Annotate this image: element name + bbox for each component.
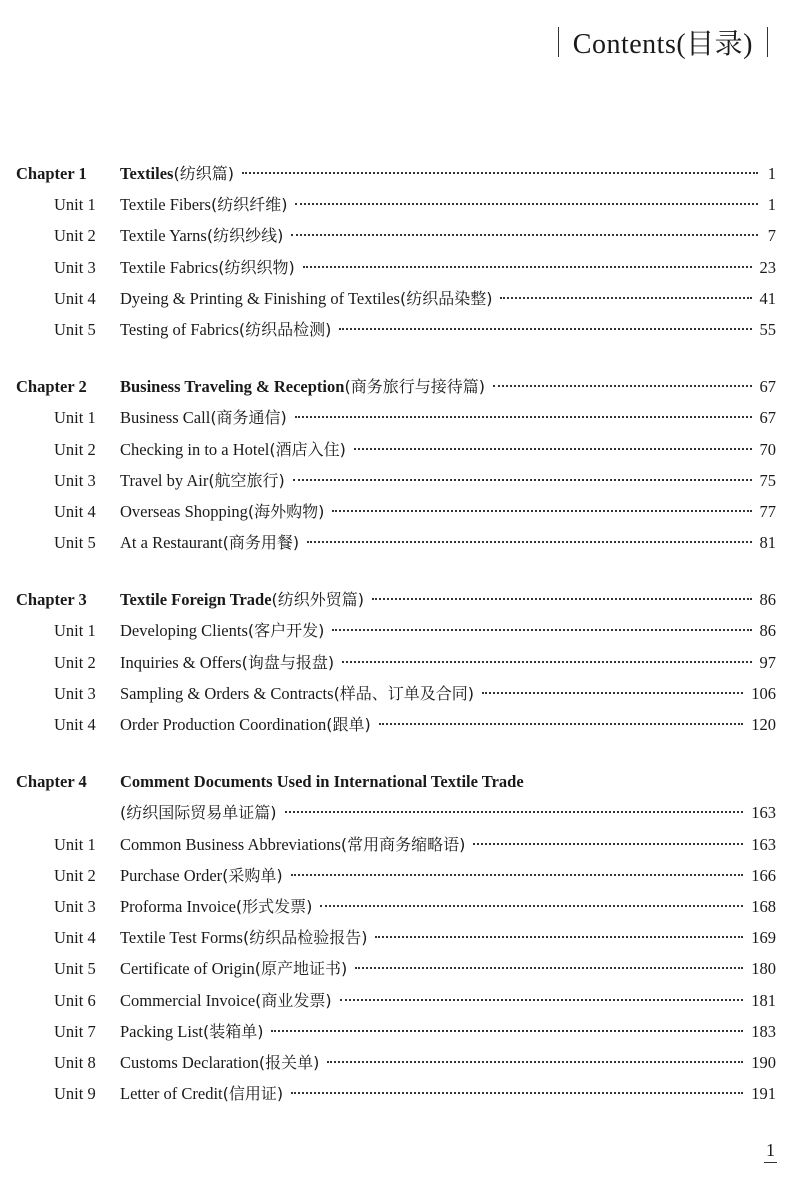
- unit-label: Unit 4: [54, 715, 96, 734]
- unit-label: Unit 3: [54, 896, 96, 916]
- page-number: 190: [751, 1052, 776, 1072]
- dot-leader: [379, 723, 744, 725]
- toc-unit-row[interactable]: [0, 283, 800, 314]
- dot-leader: [372, 598, 751, 600]
- dot-leader: [355, 967, 743, 969]
- unit-label: Unit 8: [54, 1052, 96, 1072]
- toc-unit-row[interactable]: [0, 1078, 800, 1109]
- toc-unit-row[interactable]: [0, 891, 800, 922]
- unit-title: Dyeing & Printing & Finishing of Textiles: [120, 288, 400, 308]
- unit-title-zh: (商业发票): [255, 990, 332, 1010]
- chapter-title: Textile Foreign Trade: [120, 590, 272, 610]
- unit-title: Certificate of Origin: [120, 959, 255, 979]
- chapter-title-zh: (商务旅行与接待篇): [344, 377, 485, 397]
- header-divider-right: [767, 27, 768, 57]
- chapter-3: [0, 584, 800, 740]
- unit-label: Unit 1: [54, 408, 96, 428]
- unit-title: Letter of Credit: [120, 1084, 223, 1104]
- page-number: 97: [759, 652, 776, 672]
- unit-title-zh: (纺织纱线): [206, 226, 284, 246]
- unit-title: Order Production Coordination: [120, 715, 327, 734]
- dot-leader: [332, 510, 751, 512]
- unit-label: Unit 3: [54, 257, 96, 277]
- unit-title-zh: (原产地证书): [254, 959, 348, 979]
- dot-leader: [482, 692, 743, 694]
- page-number: 166: [751, 865, 776, 885]
- unit-label: Unit 2: [54, 652, 96, 672]
- page-number: 180: [751, 959, 776, 979]
- page-number: 120: [751, 715, 776, 734]
- unit-label: Unit 4: [54, 501, 96, 521]
- unit-title: Common Business Abbreviations: [120, 834, 341, 854]
- unit-label: Unit 2: [54, 226, 96, 246]
- unit-title: At a Restaurant: [120, 533, 223, 553]
- unit-title-zh: (航空旅行): [208, 470, 285, 490]
- chapter-title: Business Traveling & Reception: [120, 377, 345, 397]
- chapter-title-zh: (纺织外贸篇): [271, 590, 365, 610]
- page-number: 41: [759, 288, 776, 308]
- unit-title: Textile Fabrics: [120, 257, 219, 277]
- page-number: 70: [759, 439, 776, 459]
- toc-unit-row[interactable]: [0, 465, 800, 496]
- unit-title-zh: (纺织织物): [218, 257, 295, 277]
- toc-chapter-row[interactable]: [0, 766, 800, 797]
- unit-title: Overseas Shopping: [120, 501, 248, 521]
- unit-label: Unit 5: [54, 533, 96, 553]
- page-number: 106: [751, 683, 776, 703]
- page-number: 67: [759, 377, 776, 397]
- dot-leader: [303, 266, 752, 268]
- chapter-label: Chapter 4: [16, 772, 87, 792]
- toc-chapter-row[interactable]: [0, 158, 800, 189]
- unit-title-zh: (纺织品染整): [399, 288, 493, 308]
- unit-title-zh: (纺织品检验报告): [242, 928, 368, 948]
- dot-leader: [307, 541, 751, 543]
- dot-leader: [295, 203, 758, 205]
- unit-label: Unit 4: [54, 288, 96, 308]
- page-number: 67: [759, 408, 776, 428]
- toc-chapter-row[interactable]: [0, 371, 800, 402]
- unit-label: Unit 7: [54, 1021, 96, 1041]
- toc-unit-row[interactable]: [0, 189, 800, 220]
- unit-title: Travel by Air: [120, 470, 209, 490]
- unit-title-zh: (海外购物): [247, 501, 325, 521]
- page-number: 191: [751, 1084, 776, 1104]
- dot-leader: [473, 843, 743, 845]
- unit-title-zh: (样品、订单及合同): [333, 683, 475, 703]
- toc-unit-row[interactable]: [0, 829, 800, 860]
- unit-title-zh: (商务用餐): [222, 533, 300, 553]
- chapter-title: Textiles: [120, 164, 174, 183]
- toc-unit-row[interactable]: [0, 860, 800, 891]
- toc-unit-row[interactable]: [0, 615, 800, 646]
- unit-title: Purchase Order: [120, 865, 223, 885]
- dot-leader: [293, 479, 752, 481]
- unit-label: Unit 5: [54, 959, 96, 979]
- page-number: 169: [751, 928, 776, 948]
- toc-unit-row[interactable]: [0, 647, 800, 678]
- toc-chapter-row-continued[interactable]: [0, 797, 800, 828]
- page-number: 168: [751, 896, 776, 916]
- chapter-label: Chapter 3: [16, 590, 87, 610]
- toc-unit-row[interactable]: [0, 678, 800, 709]
- page-number: 163: [751, 834, 776, 854]
- unit-label: Unit 2: [54, 865, 96, 885]
- unit-title-zh: (采购单): [222, 865, 283, 885]
- dot-leader: [340, 999, 744, 1001]
- chapter-title: Comment Documents Used in International Textile Trade: [120, 772, 524, 792]
- unit-label: Unit 9: [54, 1084, 96, 1104]
- toc-unit-row[interactable]: [0, 402, 800, 433]
- toc-unit-row[interactable]: [0, 985, 800, 1016]
- toc-unit-row[interactable]: [0, 1016, 800, 1047]
- toc-unit-row[interactable]: [0, 1047, 800, 1078]
- page-number: 181: [751, 990, 776, 1010]
- header-divider-left: [558, 27, 559, 57]
- unit-title: Testing of Fabrics: [120, 319, 239, 339]
- unit-title: Textile Fibers: [120, 195, 211, 215]
- chapter-title-zh: (纺织国际贸易单证篇): [120, 803, 277, 823]
- unit-title: Developing Clients: [120, 621, 248, 641]
- toc-unit-row[interactable]: [0, 527, 800, 558]
- chapter-1: [0, 158, 800, 345]
- unit-label: Unit 6: [54, 990, 96, 1010]
- unit-title-zh: (信用证): [222, 1084, 284, 1104]
- dot-leader: [375, 936, 743, 938]
- dot-leader: [332, 629, 751, 631]
- dot-leader: [291, 874, 744, 876]
- page-number: 86: [759, 590, 776, 610]
- unit-label: Unit 4: [54, 928, 96, 948]
- toc-unit-row[interactable]: [0, 314, 800, 345]
- unit-title-zh: (装箱单): [202, 1021, 264, 1041]
- dot-leader: [339, 328, 751, 330]
- page-header: [544, 22, 782, 62]
- unit-title-zh: (询盘与报盘): [241, 652, 335, 672]
- dot-leader: [320, 905, 743, 907]
- dot-leader: [291, 1092, 743, 1094]
- page-number: 23: [759, 257, 776, 277]
- dot-leader: [342, 661, 751, 663]
- chapter-title-zh: (纺织篇): [173, 164, 234, 183]
- chapter-2: [0, 371, 800, 558]
- toc-unit-row[interactable]: [0, 434, 800, 465]
- unit-title-zh: (客户开发): [247, 621, 325, 641]
- dot-leader: [295, 416, 752, 418]
- chapter-label: Chapter 2: [16, 377, 87, 397]
- chapter-4: [0, 766, 800, 1109]
- page-number: 77: [759, 501, 776, 521]
- unit-label: Unit 1: [54, 621, 96, 641]
- unit-label: Unit 3: [54, 683, 96, 703]
- unit-label: Unit 2: [54, 439, 96, 459]
- page-number: 1: [767, 195, 776, 215]
- dot-leader: [493, 385, 752, 387]
- dot-leader: [242, 172, 758, 174]
- unit-title: Packing List: [120, 1021, 203, 1041]
- toc-chapter-row[interactable]: [0, 584, 800, 615]
- unit-title: Business Call: [120, 408, 211, 428]
- unit-title-zh: (纺织纤维): [210, 195, 288, 215]
- dot-leader: [271, 1030, 743, 1032]
- unit-title-zh: (报关单): [258, 1052, 320, 1072]
- unit-title-zh: (跟单): [326, 715, 371, 734]
- page-number: 183: [751, 1021, 776, 1041]
- unit-title-zh: (常用商务缩略语): [340, 834, 466, 854]
- unit-title-zh: (商务通信): [210, 408, 287, 428]
- footer-page-number: 1: [764, 1140, 777, 1163]
- unit-title-zh: (纺织品检测): [238, 319, 332, 339]
- toc-unit-row[interactable]: [0, 953, 800, 984]
- page-number: 55: [759, 319, 776, 339]
- toc-unit-row[interactable]: [0, 220, 800, 251]
- page-number: 86: [759, 621, 776, 641]
- page-number: 75: [759, 470, 776, 490]
- unit-title-zh: (形式发票): [235, 896, 313, 916]
- page-number: 163: [751, 803, 776, 823]
- unit-label: Unit 1: [54, 195, 96, 215]
- chapter-label: Chapter 1: [16, 164, 87, 183]
- dot-leader: [291, 234, 758, 236]
- dot-leader: [500, 297, 751, 299]
- toc-unit-row[interactable]: [0, 922, 800, 953]
- dot-leader: [327, 1061, 743, 1063]
- page-number: 1: [767, 164, 776, 183]
- toc-unit-row[interactable]: [0, 252, 800, 283]
- unit-title: Customs Declaration: [120, 1052, 259, 1072]
- toc-unit-row[interactable]: [0, 496, 800, 527]
- unit-title: Inquiries & Offers: [120, 652, 242, 672]
- unit-title: Sampling & Orders & Contracts: [120, 683, 334, 703]
- unit-title-zh: (酒店入住): [269, 439, 346, 459]
- unit-label: Unit 3: [54, 470, 96, 490]
- dot-leader: [285, 811, 744, 813]
- unit-title: Checking in to a Hotel: [120, 439, 270, 459]
- page-title: Contents(目录): [572, 29, 753, 60]
- toc-unit-row[interactable]: [0, 709, 800, 740]
- unit-title: Commercial Invoice: [120, 990, 256, 1010]
- unit-title: Textile Yarns: [120, 226, 207, 246]
- page-number: 81: [759, 533, 776, 553]
- unit-label: Unit 5: [54, 319, 96, 339]
- unit-label: Unit 1: [54, 834, 96, 854]
- unit-title: Textile Test Forms: [120, 928, 243, 948]
- page-number: 7: [767, 226, 776, 246]
- dot-leader: [354, 448, 752, 450]
- table-of-contents: [0, 158, 800, 1135]
- unit-title: Proforma Invoice: [120, 896, 236, 916]
